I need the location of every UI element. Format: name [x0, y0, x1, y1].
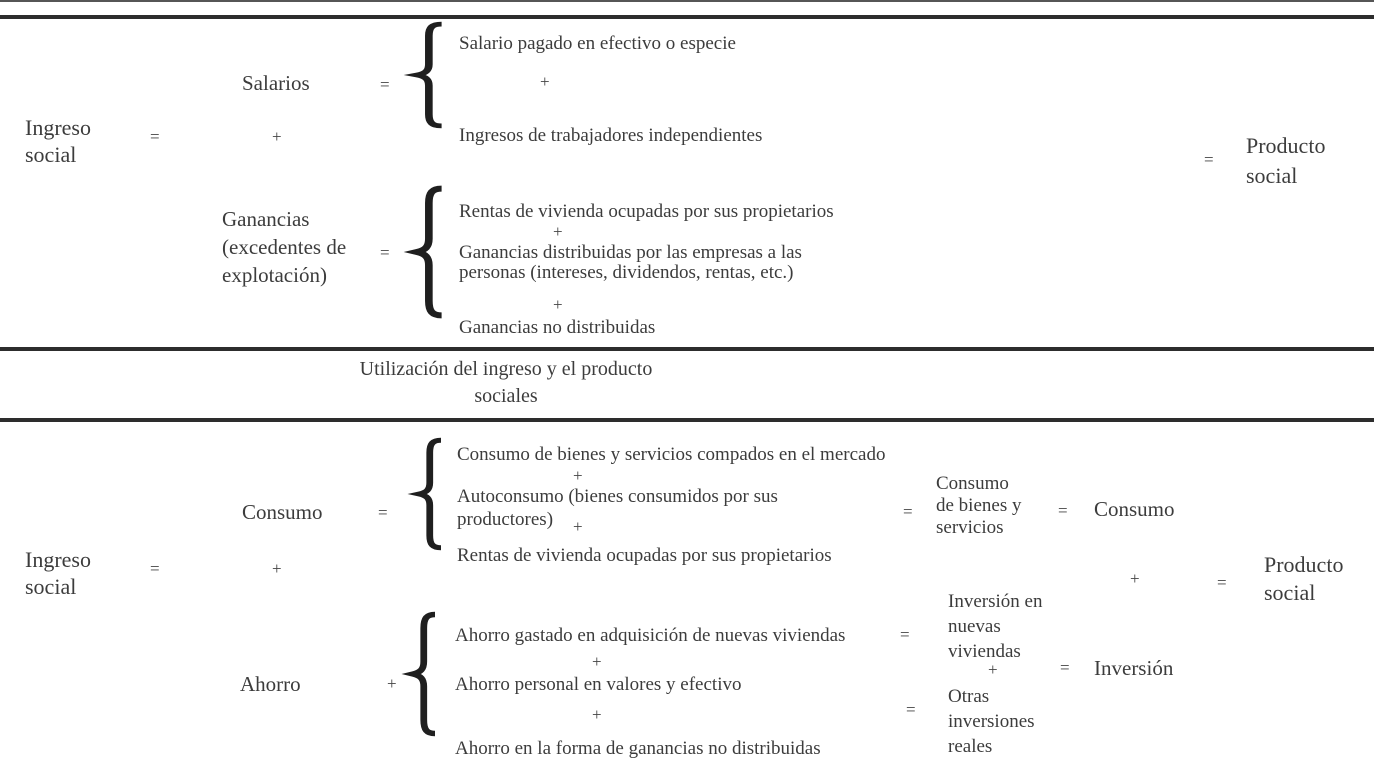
rule-middle-lower: [0, 418, 1374, 422]
consumo-result: [936, 473, 1021, 539]
inversion-viviendas-line2: nuevas: [948, 616, 1001, 637]
equals-sign: =: [906, 700, 916, 719]
rule-top: [0, 15, 1374, 19]
plus-sign: +: [272, 127, 282, 146]
section-title-line1: Utilización del ingreso y el producto: [359, 358, 653, 380]
ganancias-item-1: Rentas de vivienda ocupadas por sus propietarios: [459, 201, 834, 222]
plus-sign: +: [272, 559, 282, 578]
equals-sign: =: [903, 502, 913, 521]
lhs-line2: social: [25, 574, 77, 599]
plus-sign: +: [553, 295, 563, 314]
plus-sign: +: [573, 517, 583, 536]
salarios-item-1: Salario pagado en efectivo o especie: [459, 33, 736, 54]
ahorro-label: Ahorro: [240, 672, 301, 696]
otras-inversiones-line2: inversiones: [948, 711, 1035, 732]
ganancias-label-line1: Ganancias: [222, 207, 310, 231]
lhs-line1: Ingreso: [25, 115, 91, 140]
equals-sign: =: [150, 127, 160, 146]
ganancias-item-2-line2: personas (intereses, dividendos, rentas, etc.): [459, 262, 794, 283]
plus-sign: +: [592, 652, 602, 671]
lhs-line2: social: [25, 142, 77, 167]
ganancias-label-line3: explotación): [222, 263, 327, 287]
consumo-item-1: Consumo de bienes y servicios compados en el mercado: [457, 444, 886, 465]
ahorro-item-3: Ahorro en la forma de ganancias no distribuidas: [455, 738, 821, 759]
plus-sign: +: [540, 72, 550, 91]
consumo-item-3: Rentas de vivienda ocupadas por sus propietarios: [457, 545, 832, 566]
consumo-result-line2: de bienes y: [936, 495, 1022, 516]
inversion-viviendas-line3: viviendas: [948, 641, 1021, 662]
equals-sign: =: [380, 75, 390, 94]
ganancias-label: [222, 205, 346, 289]
salarios-item-2: Ingresos de trabajadores independientes: [459, 125, 763, 146]
plus-sign: +: [592, 705, 602, 724]
rule-middle-upper: [0, 347, 1374, 351]
income-use-rhs: [1264, 551, 1343, 607]
equals-sign: =: [1217, 573, 1227, 592]
inversion-viviendas-line1: Inversión en: [948, 591, 1043, 612]
inversion-viviendas-result: [948, 589, 1042, 664]
plus-sign: +: [553, 222, 563, 241]
equals-sign: =: [1058, 501, 1068, 520]
salarios-brace: [411, 22, 445, 128]
rhs-line2: social: [1264, 580, 1316, 605]
consumo-item-2-line1: Autoconsumo (bienes consumidos por sus: [457, 486, 778, 507]
ahorro-brace: [408, 612, 438, 736]
consumo-brace: [414, 438, 444, 550]
rhs-line1: Producto: [1264, 552, 1344, 577]
equals-sign: =: [1204, 150, 1214, 169]
ahorro-item-1: Ahorro gastado en adquisición de nuevas viviendas: [455, 625, 846, 646]
ganancias-item-3: Ganancias no distribuidas: [459, 317, 656, 338]
rule-top-thin: [0, 0, 1374, 2]
equals-sign: =: [380, 243, 390, 262]
otras-inversiones-result: [948, 684, 1035, 759]
ganancias-label-line2: (excedentes de: [222, 235, 347, 259]
section-title: [106, 356, 906, 410]
consumo-final: Consumo: [1094, 497, 1175, 521]
rhs-line1: Producto: [1246, 133, 1326, 158]
equals-sign: =: [378, 503, 388, 522]
income-formation-lhs: [25, 114, 91, 168]
section-title-line2: sociales: [474, 385, 538, 407]
equals-sign: =: [150, 559, 160, 578]
lhs-line1: Ingreso: [25, 547, 91, 572]
consumo-item-2-line2: productores): [457, 509, 554, 530]
consumo-result-line1: Consumo: [936, 473, 1009, 494]
plus-sign: +: [1130, 569, 1140, 588]
consumo-result-line3: servicios: [936, 517, 1004, 538]
equals-sign: =: [1060, 658, 1070, 677]
consumo-label: Consumo: [242, 500, 323, 524]
rhs-line2: social: [1246, 163, 1298, 188]
plus-sign: +: [573, 466, 583, 485]
inversion-final: Inversión: [1094, 656, 1174, 680]
otras-inversiones-line3: reales: [948, 736, 993, 757]
ganancias-brace: [411, 186, 445, 318]
otras-inversiones-line1: Otras: [948, 686, 990, 707]
income-use-lhs: [25, 546, 91, 600]
equals-sign: =: [900, 625, 910, 644]
ahorro-item-2: Ahorro personal en valores y efectivo: [455, 674, 742, 695]
plus-sign: +: [988, 660, 998, 679]
salarios-label: Salarios: [242, 71, 310, 95]
plus-sign: +: [387, 674, 397, 693]
income-formation-rhs: [1246, 131, 1325, 191]
ganancias-item-2-line1: Ganancias distribuidas por las empresas a las: [459, 242, 802, 263]
